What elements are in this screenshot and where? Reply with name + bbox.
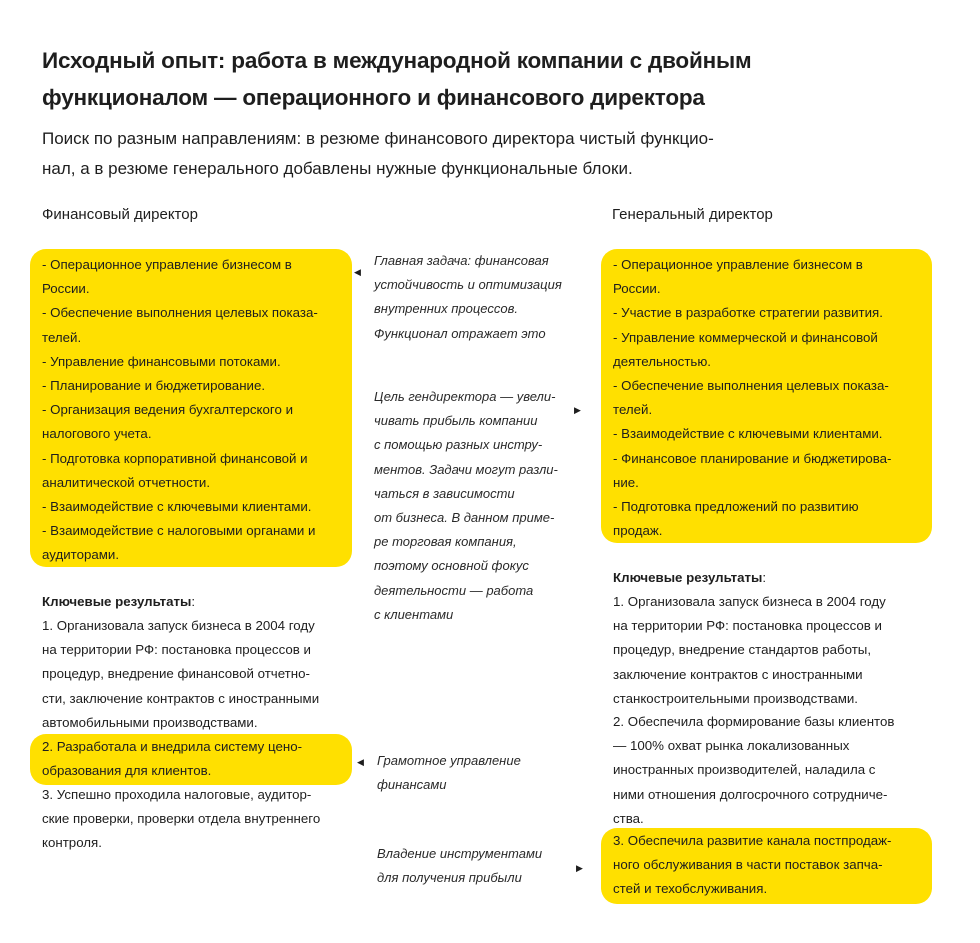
note-line: Грамотное управление: [377, 753, 521, 768]
title-line-1: Исходный опыт: работа в международной компании с двойным: [42, 48, 752, 73]
note-line: устойчивость и оптимизация: [374, 277, 562, 293]
left-result-1: [42, 614, 319, 735]
note-finance-management: [377, 749, 521, 797]
right-results-colon: :: [762, 570, 767, 585]
right-duty-line: - Взаимодействие с ключевыми клиентами.: [613, 426, 883, 442]
note-line: внутренних процессов.: [374, 301, 518, 317]
note-line: финансами: [377, 777, 447, 793]
right-duty-line: - Подготовка предложений по развитию: [613, 499, 859, 515]
note-line: для получения прибыли: [377, 870, 522, 886]
left-result-1-line: 1. Организовала запуск бизнеса в 2004 году: [42, 618, 315, 633]
right-duty-line: - Операционное управление бизнесом в: [613, 257, 863, 272]
note-line: ре торговая компания,: [374, 534, 517, 550]
left-result-3: [42, 783, 320, 856]
left-duty-line: аудиторами.: [42, 547, 120, 563]
subtitle-line-1: Поиск по разным направлениям: в резюме финансового директора чистый функцио-: [42, 129, 714, 148]
arrow-right-icon: ▶: [576, 863, 583, 873]
title-line-2: функционалом — операционного и финансового директора: [42, 85, 705, 110]
left-result-2-line: 2. Разработала и внедрила систему цено-: [42, 739, 303, 754]
left-result-2-highlight: [30, 734, 352, 785]
note-line: деятельности — работа: [374, 582, 534, 598]
note-main-task: [374, 249, 562, 346]
left-results-colon: :: [191, 594, 196, 609]
right-duty-line: - Обеспечение выполнения целевых показа-: [613, 378, 889, 394]
left-result-3-line: контроля.: [42, 835, 102, 851]
right-result-3-highlight: [601, 828, 932, 904]
arrow-left-icon: ◀: [354, 267, 361, 277]
note-line: чивать прибыль компании: [374, 413, 538, 429]
left-duty-line: - Операционное управление бизнесом в: [42, 257, 292, 272]
left-duty-line: - Управление финансовыми потоками.: [42, 353, 281, 369]
left-duty-line: - Подготовка корпоративной финансовой и: [42, 450, 308, 466]
left-result-1-line: автомобильными производствами.: [42, 714, 258, 730]
right-duty-line: - Участие в разработке стратегии развития.: [613, 305, 883, 321]
right-column-header: Генеральный директор: [612, 206, 773, 223]
left-duty-line: - Планирование и бюджетирование.: [42, 378, 266, 394]
note-line: Владение инструментами: [377, 846, 543, 861]
right-duties-block: [601, 249, 932, 543]
note-line: Функционал отражает это: [374, 325, 546, 341]
page-title: [42, 42, 942, 116]
right-result-2: [613, 710, 894, 831]
note-line: с клиентами: [374, 606, 454, 622]
right-duty-line: продаж.: [613, 523, 663, 539]
right-duty-line: - Финансовое планирование и бюджетирова-: [613, 450, 892, 466]
left-column-header: Финансовый директор: [42, 206, 198, 223]
right-result-3-line: стей и техобслуживания.: [613, 881, 768, 897]
note-profit-tools: [377, 842, 542, 890]
note-ceo-goal: [374, 385, 558, 627]
right-duty-line: ние.: [613, 474, 639, 490]
note-line: ментов. Задачи могут разли-: [374, 461, 558, 477]
left-duty-line: аналитической отчетности.: [42, 474, 211, 490]
left-duty-line: - Организация ведения бухгалтерского и: [42, 402, 293, 418]
right-result-1-line: 1. Организовала запуск бизнеса в 2004 году: [613, 594, 886, 609]
right-duty-line: деятельностью.: [613, 353, 712, 369]
left-results-heading-text: Ключевые результаты: [42, 594, 192, 609]
left-result-1-line: на территории РФ: постановка процессов и: [42, 642, 311, 658]
right-result-1-line: станкостроительными производствами.: [613, 690, 858, 706]
right-result-1: [613, 590, 886, 711]
right-results-heading: [613, 566, 766, 590]
note-line: Цель гендиректора — увели-: [374, 389, 556, 404]
note-line: Главная задача: финансовая: [374, 253, 549, 268]
left-duty-line: телей.: [42, 329, 82, 345]
left-duty-line: - Взаимодействие с налоговыми органами и: [42, 523, 316, 539]
right-result-2-line: ними отношения долгосрочного сотрудниче-: [613, 786, 888, 802]
right-results-heading-text: Ключевые результаты: [613, 570, 763, 585]
right-result-1-line: на территории РФ: постановка процессов и: [613, 618, 882, 634]
left-result-3-line: 3. Успешно проходила налоговые, аудитор-: [42, 787, 312, 802]
left-duty-line: России.: [42, 281, 90, 297]
left-results-heading: [42, 590, 195, 614]
left-duty-line: - Обеспечение выполнения целевых показа-: [42, 305, 318, 321]
right-result-2-line: — 100% охват рынка локализованных: [613, 738, 850, 754]
subtitle-line-2: нал, а в резюме генерального добавлены нужные функциональные блоки.: [42, 159, 633, 178]
right-duty-line: - Управление коммерческой и финансовой: [613, 329, 878, 345]
note-line: поэтому основной фокус: [374, 558, 529, 574]
left-result-2-line: образования для клиентов.: [42, 763, 212, 779]
note-line: чаться в зависимости: [374, 485, 515, 501]
right-result-3-line: 3. Обеспечила развитие канала постпродаж-: [613, 833, 892, 848]
left-result-1-line: сти, заключение контрактов с иностранными: [42, 690, 320, 706]
arrow-right-icon: ▶: [574, 405, 581, 415]
right-duty-line: России.: [613, 281, 661, 297]
right-result-1-line: заключение контрактов с иностранными: [613, 666, 863, 682]
right-result-2-line: 2. Обеспечила формирование базы клиентов: [613, 714, 895, 729]
note-line: от бизнеса. В данном приме-: [374, 510, 555, 526]
arrow-left-icon: ◀: [357, 757, 364, 767]
right-result-2-line: ства.: [613, 810, 644, 826]
left-result-1-line: процедур, внедрение финансовой отчетно-: [42, 666, 310, 682]
left-duty-line: - Взаимодействие с ключевыми клиентами.: [42, 499, 312, 515]
right-duty-line: телей.: [613, 402, 653, 418]
right-result-2-line: иностранных производителей, наладила с: [613, 762, 876, 778]
right-result-3-line: ного обслуживания в части поставок запча-: [613, 857, 883, 873]
left-duty-line: налогового учета.: [42, 426, 152, 442]
left-duties-block: [30, 249, 352, 567]
left-result-3-line: ские проверки, проверки отдела внутреннего: [42, 811, 321, 827]
note-line: с помощью разных инстру-: [374, 437, 543, 453]
right-result-1-line: процедур, внедрение стандартов работы,: [613, 642, 872, 658]
page-subtitle: [42, 124, 942, 184]
